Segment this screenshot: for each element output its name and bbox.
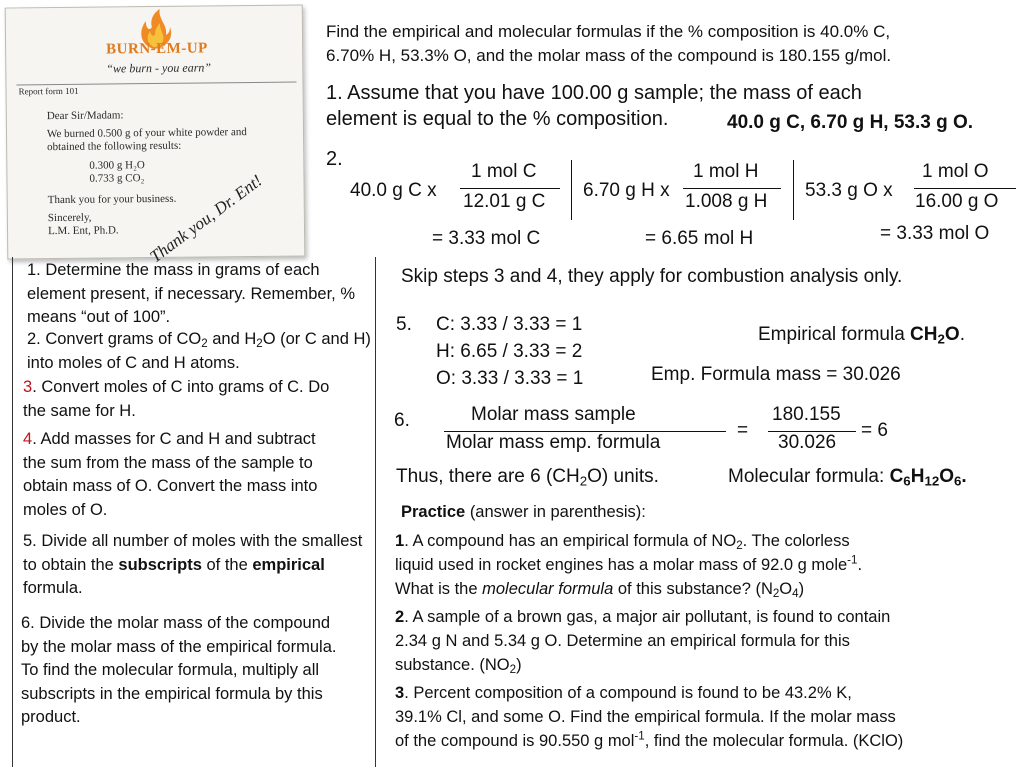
procedure-step-5-subscripts: subscripts	[118, 555, 202, 574]
conv-c-fraction-bar	[460, 188, 560, 189]
conv-o-denominator: 16.00 g O	[915, 191, 999, 212]
practice-1-line2-b: .	[857, 556, 863, 574]
report-body-line2: obtained the following results:	[47, 139, 182, 154]
intro-line-2: 6.70% H, 53.3% O, and the molar mass of the compound is 180.155 g/mol.	[326, 46, 892, 65]
procedure-box	[12, 257, 376, 767]
report-divider	[16, 82, 296, 86]
conv-o-numerator: 1 mol O	[922, 161, 989, 182]
conv-h-denominator: 1.008 g H	[685, 191, 768, 212]
practice-2-number: 2	[395, 608, 405, 626]
report-form-image	[5, 4, 306, 267]
conv-c-numerator: 1 mol C	[471, 161, 537, 182]
molecular-formula-label: Molecular formula:	[728, 466, 885, 487]
conv-h-fraction-bar	[683, 188, 781, 189]
report-slogan: “we burn - you earn”	[106, 60, 212, 76]
procedure-step-3	[23, 376, 353, 423]
procedure-step-1: 1. Determine the mass in grams of each element present, if necessary. Remember, % means “out of 100”.	[27, 261, 356, 326]
procedure-step-5	[23, 530, 363, 601]
step2-label: 2.	[326, 148, 343, 170]
molecular-formula-line: Molecular formula: $C_6H_{12}O_6$.	[728, 466, 967, 489]
result-mol-c: = 3.33 mol C	[432, 228, 541, 249]
ratio-c: C: 3.33 / 3.33 = 1	[436, 314, 583, 335]
practice-1-line3-a: What is the	[395, 580, 478, 598]
practice-heading	[401, 503, 646, 522]
divider-c-h	[571, 160, 572, 220]
practice-problem-3: 3. Percent composition of a compound is found to be 43.2% K, 39.1% Cl, and some O. Find the empirical formula. If the molar mass of the compound is 90.550 g mol$^{-1}$, find the molecular formula. (KClO)	[395, 684, 904, 750]
step1-answer: 40.0 g C, 6.70 g H, 53.3 g O.	[727, 112, 974, 133]
equals-sign: =	[737, 420, 749, 441]
report-body-line1: We burned 0.500 g of your white powder and	[46, 126, 247, 141]
practice-3-line3-a: of the compound is 90.550 g mol	[395, 732, 635, 750]
practice-1-line2-a: liquid used in rocket engines has a molar mass of 92.0 g mole	[395, 556, 848, 574]
skip-note: Skip steps 3 and 4, they apply for combustion analysis only.	[401, 266, 903, 287]
practice-problem-1: 1. A compound has an empirical formula of $NO_2$. The colorless liquid used in rocket engines has a molar mass of 92.0 g mole$^{-1}$. What is the molecular formula of this substance? $(N_2O_4)$	[395, 532, 863, 600]
practice-1-line1-a: . A compound has an empirical formula of NO	[404, 532, 737, 550]
ratio-o: O: 3.33 / 3.33 = 1	[436, 368, 584, 389]
report-thanks: Thank you for your business.	[47, 192, 177, 207]
practice-2-line3: substance. (NO	[395, 656, 510, 674]
numerator-value: 180.155	[772, 404, 841, 425]
procedure-step-4	[23, 428, 343, 522]
practice-3-line1: . Percent composition of a compound is found to be 43.2% K,	[404, 684, 852, 702]
practice-3-line3-b: , find the molecular formula. (KClO)	[644, 732, 904, 750]
report-form-label: Report form 101	[18, 85, 79, 97]
procedure-step-3-number: 3	[23, 378, 33, 396]
step5-label: 5.	[396, 314, 412, 335]
result-mol-h: = 6.65 mol H	[645, 228, 754, 249]
step1-line-1: 1. Assume that you have 100.00 g sample; the mass of each	[326, 82, 862, 104]
procedure-step-2: 2. Convert grams of $CO_2$ and $H_2O$ (or C and H) into moles of C and H atoms.	[27, 330, 371, 372]
result-mol-o: = 3.33 mol O	[880, 223, 990, 244]
conv-o-lhs: 53.3 g O x	[805, 180, 893, 201]
practice-title: Practice	[401, 503, 466, 521]
molar-mass-emp-formula: Molar mass emp. formula	[446, 432, 661, 453]
step1-line-2: element is equal to the % composition.	[326, 108, 669, 130]
conv-h-lhs: 6.70 g H x	[583, 180, 670, 201]
procedure-step-5-e: formula.	[23, 579, 83, 597]
report-greeting: Dear Sir/Madam:	[46, 109, 124, 123]
practice-3-line2: 39.1% Cl, and some O. Find the empirical formula. If the molar mass	[395, 708, 896, 726]
procedure-step-4-text: . Add masses for C and H and subtract the sum from the mass of the sample to obtain mass of O. Convert the mass into moles of O.	[23, 430, 318, 519]
practice-3-number: 3	[395, 684, 405, 702]
report-signature-name: L.M. Ent, Ph.D.	[47, 224, 119, 238]
procedure-step-5-a: 5. Divide all number of moles with the smallest to obtain the	[23, 532, 363, 574]
step6-label: 6.	[394, 410, 410, 431]
report-closing: Sincerely,	[47, 211, 92, 225]
units-statement: Thus, there are 6 $(CH_2O)$ units.	[396, 466, 659, 489]
ratio-h: H: 6.65 / 3.33 = 2	[436, 341, 583, 362]
handwritten-note: Thank you, Dr. Ent!	[146, 170, 266, 267]
practice-subtitle: (answer in parenthesis):	[469, 503, 646, 521]
emp-formula-mass: Emp. Formula mass = 30.026	[651, 364, 901, 385]
molar-mass-sample: Molar mass sample	[471, 404, 636, 425]
practice-problem-2: 2. A sample of a brown gas, a major air pollutant, is found to contain 2.34 g N and 5.34 g O. Determine an empirical formula for this substance. $(NO_2)$	[395, 608, 891, 676]
report-brand: BURN-EM-UP	[106, 40, 208, 58]
empirical-formula-label: Empirical formula	[758, 324, 905, 345]
empirical-formula-line: Empirical formula $CH_2O$.	[758, 324, 965, 347]
procedure-step-6: 6. Divide the molar mass of the compound by the molar mass of the empirical formula. To find the molecular formula, multiply all subscripts in the empirical formula by this product.	[21, 614, 337, 726]
intro-line-1: Find the empirical and molecular formulas if the % composition is 40.0% C,	[326, 22, 891, 41]
practice-2-line1: . A sample of a brown gas, a major air pollutant, is found to contain	[404, 608, 891, 626]
denominator-value: 30.026	[778, 432, 837, 453]
conv-o-fraction-bar	[914, 188, 1016, 189]
ratio-result: = 6	[861, 420, 888, 441]
procedure-step-5-c: of the	[206, 555, 248, 574]
report-result1: 0.300 g H₂O	[89, 159, 145, 172]
units-suffix: O) units.	[587, 466, 659, 487]
conv-h-numerator: 1 mol H	[693, 161, 759, 182]
units-prefix: Thus, there are 6 (CH	[396, 466, 580, 487]
procedure-step-4-number: 4	[23, 430, 33, 448]
procedure-step-5-empirical: empirical	[252, 555, 325, 574]
practice-1-number: 1	[395, 532, 405, 550]
practice-2-line2: 2.34 g N and 5.34 g O. Determine an empirical formula for this	[395, 632, 850, 650]
procedure-step-3-text: . Convert moles of C into grams of C. Do the same for H.	[23, 378, 330, 420]
conv-c-denominator: 12.01 g C	[463, 191, 546, 212]
practice-1-line3-c: of this substance? (N	[617, 580, 773, 598]
practice-1-line3-italic: molecular formula	[482, 580, 614, 598]
report-result2: 0.733 g CO₂	[89, 172, 145, 185]
divider-h-o	[793, 160, 794, 220]
practice-1-line1-b: . The colorless	[742, 532, 850, 550]
conv-c-lhs: 40.0 g C x	[350, 180, 437, 201]
